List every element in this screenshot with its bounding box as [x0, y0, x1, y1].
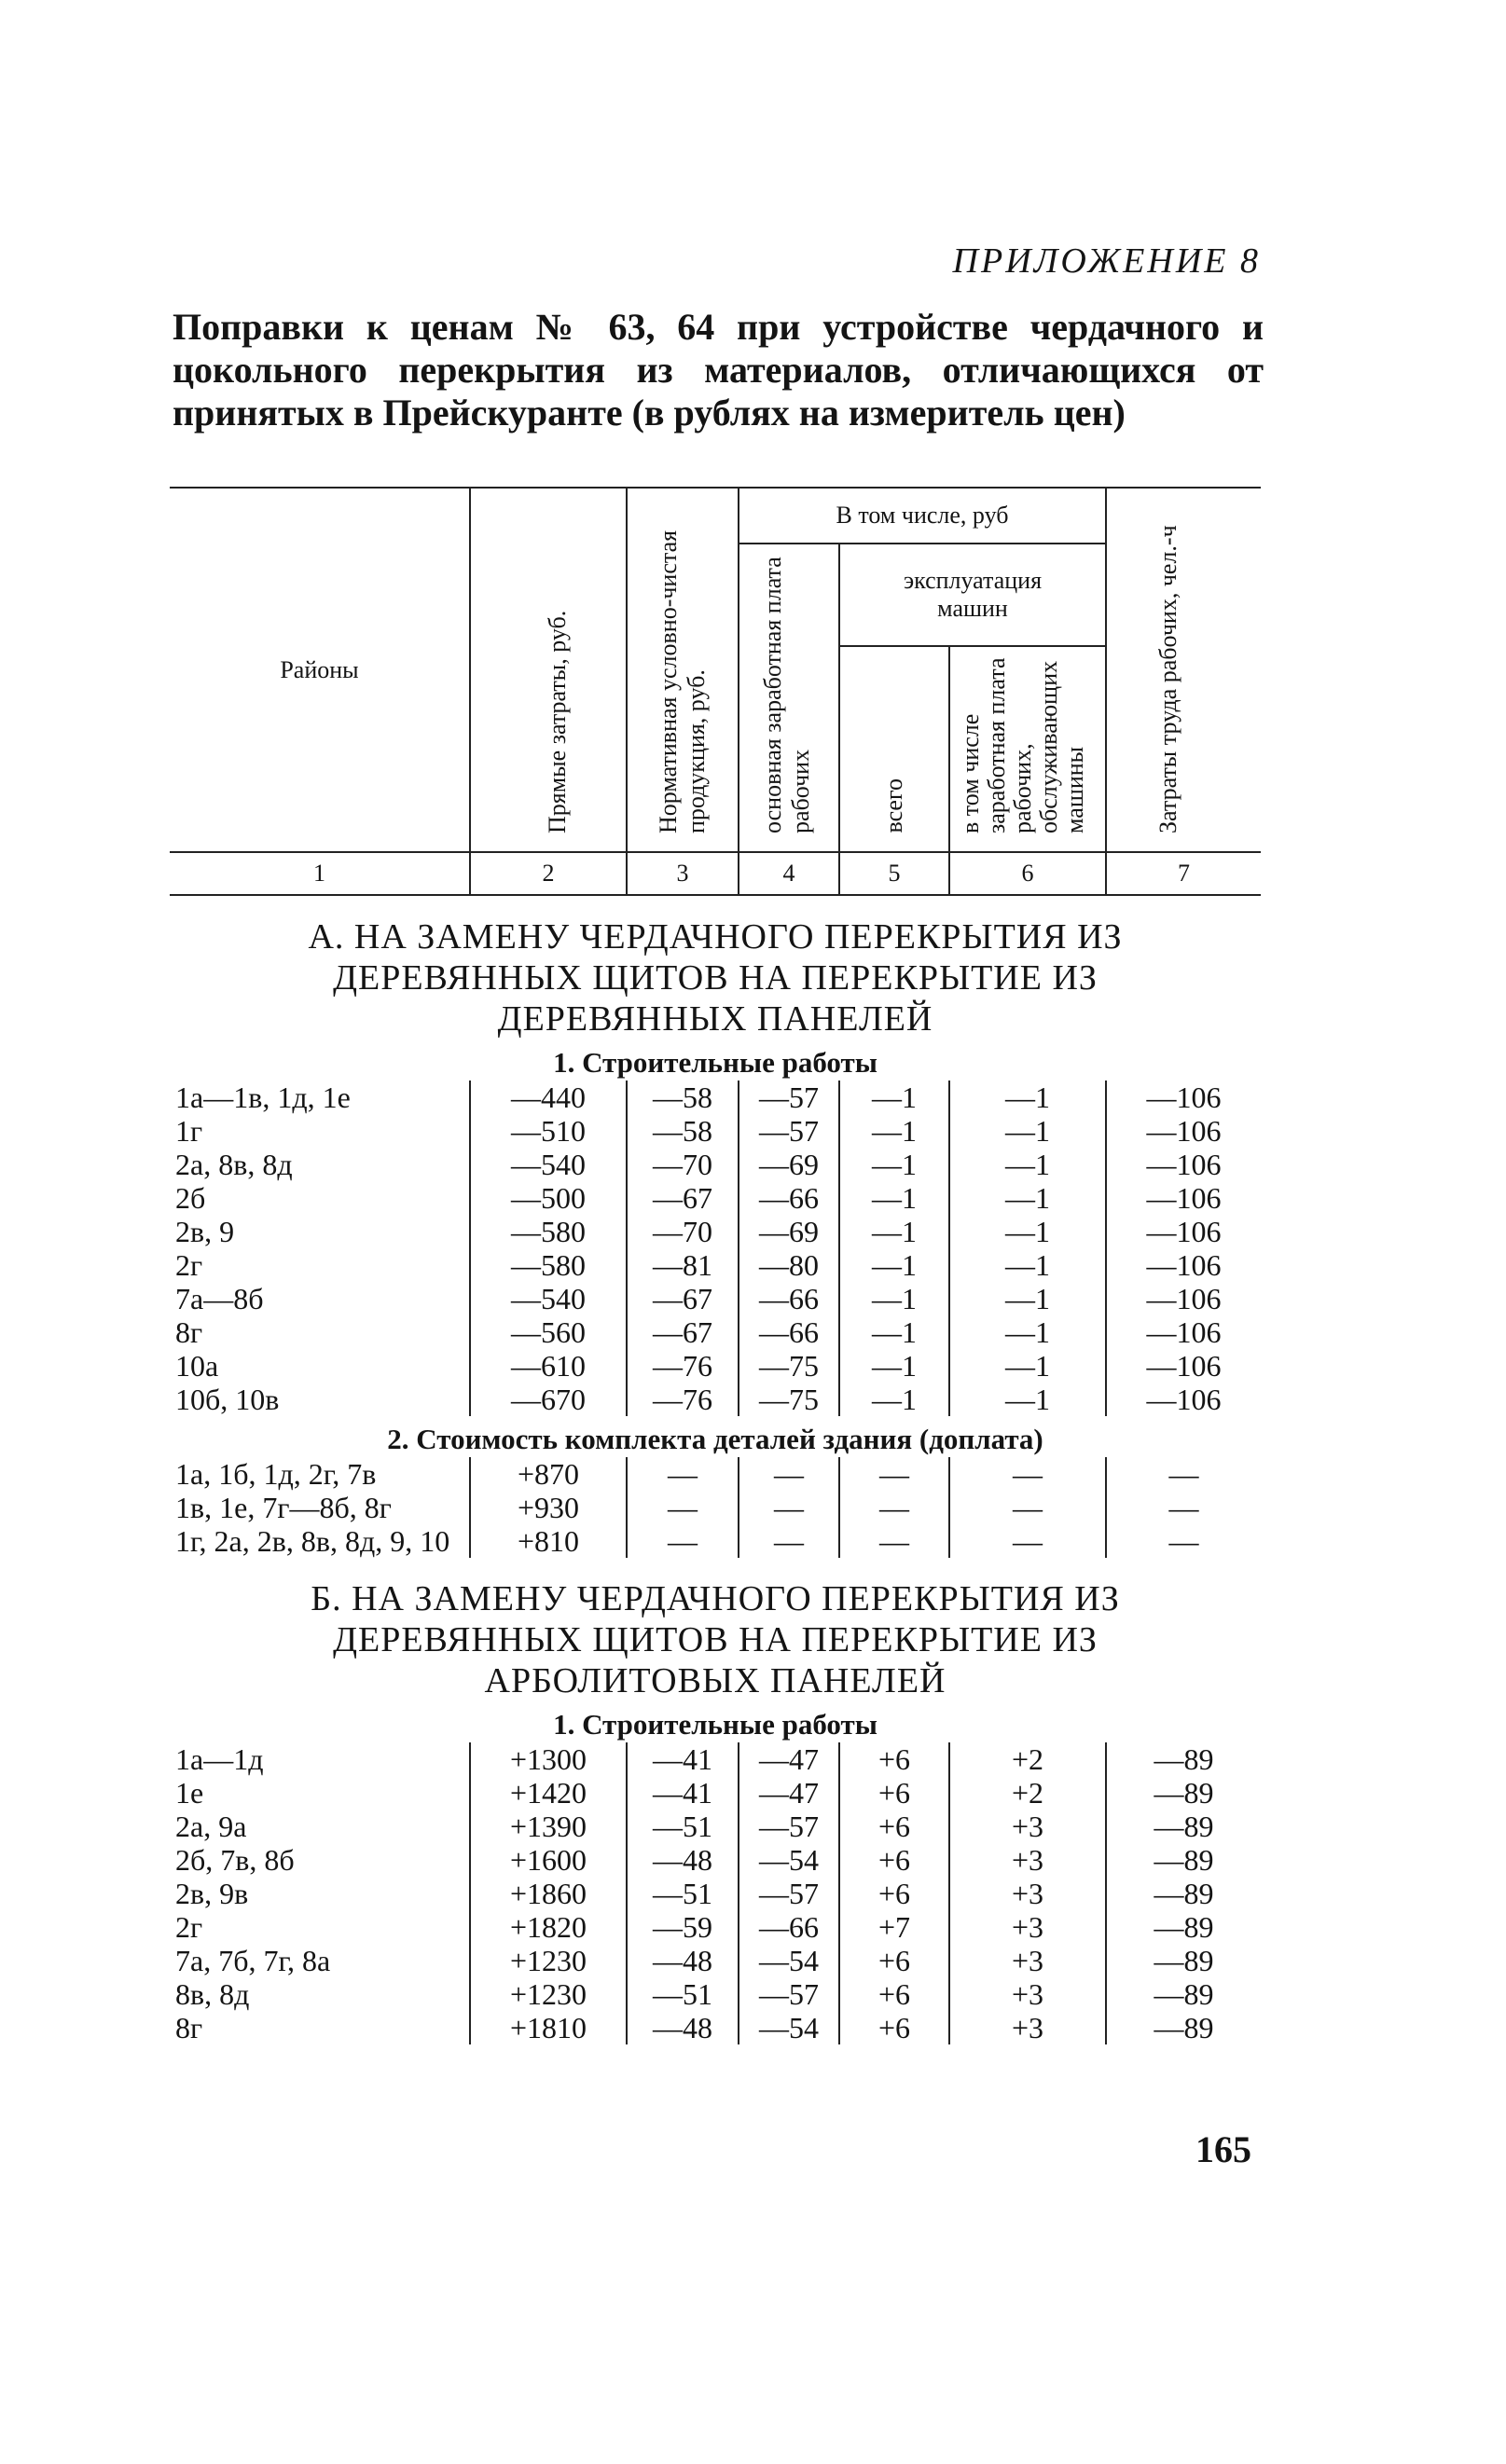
- value-cell: —59: [627, 1910, 739, 1944]
- value-cell: +870: [470, 1457, 627, 1491]
- value-cell: —89: [1106, 1810, 1261, 1843]
- value-cell: —1: [949, 1349, 1106, 1383]
- column-number: 7: [1106, 852, 1261, 895]
- value-cell: —: [739, 1457, 839, 1491]
- value-cell: —89: [1106, 1977, 1261, 2011]
- value-cell: —70: [627, 1215, 739, 1248]
- table-row: [170, 1910, 1261, 1944]
- region-cell: 2б: [175, 1181, 206, 1215]
- value-cell: +7: [839, 1910, 949, 1944]
- value-cell: —1: [949, 1215, 1106, 1248]
- region-cell: 8г: [175, 2011, 203, 2044]
- value-cell: —89: [1106, 1910, 1261, 1944]
- price-correction-table: [170, 487, 1261, 2044]
- value-cell: +6: [839, 1810, 949, 1843]
- region-cell: 10а: [175, 1349, 219, 1383]
- value-cell: +3: [949, 1910, 1106, 1944]
- value-cell: +6: [839, 1977, 949, 2011]
- column-number: 1: [170, 852, 470, 895]
- value-cell: +1860: [470, 1877, 627, 1910]
- value-cell: —1: [949, 1081, 1106, 1114]
- value-cell: +2: [949, 1776, 1106, 1810]
- value-cell: —54: [739, 1944, 839, 1977]
- value-cell: —106: [1106, 1282, 1261, 1315]
- value-cell: +1600: [470, 1843, 627, 1877]
- region-cell: 2а, 8в, 8д: [175, 1148, 293, 1181]
- column-number: 2: [470, 852, 627, 895]
- value-cell: —1: [839, 1081, 949, 1114]
- column-numbers-row: [170, 852, 1261, 895]
- value-cell: —66: [739, 1910, 839, 1944]
- value-cell: —1: [839, 1315, 949, 1349]
- value-cell: —510: [470, 1114, 627, 1148]
- value-cell: +6: [839, 1877, 949, 1910]
- value-cell: —: [627, 1491, 739, 1524]
- value-cell: —: [1106, 1491, 1261, 1524]
- value-cell: —: [949, 1457, 1106, 1491]
- value-cell: —610: [470, 1349, 627, 1383]
- value-cell: —89: [1106, 1843, 1261, 1877]
- region-cell: 1г, 2а, 2в, 8в, 8д, 9, 10: [175, 1524, 450, 1558]
- value-cell: +1420: [470, 1776, 627, 1810]
- table-row: [170, 1148, 1261, 1181]
- value-cell: —: [627, 1457, 739, 1491]
- value-cell: —: [739, 1491, 839, 1524]
- subsection-title-row: [170, 1416, 1261, 1457]
- value-cell: —: [839, 1491, 949, 1524]
- value-cell: —106: [1106, 1148, 1261, 1181]
- value-cell: —: [839, 1457, 949, 1491]
- value-cell: —80: [739, 1248, 839, 1282]
- value-cell: —89: [1106, 2011, 1261, 2044]
- value-cell: +6: [839, 1843, 949, 1877]
- value-cell: —67: [627, 1315, 739, 1349]
- header-machine-wages: [949, 646, 1106, 852]
- table-row: [170, 1843, 1261, 1877]
- header-net-product-text: Нормативная условно-чистая продукция, руб.: [655, 530, 710, 833]
- value-cell: +6: [839, 2011, 949, 2044]
- value-cell: —47: [739, 1776, 839, 1810]
- value-cell: —580: [470, 1215, 627, 1248]
- value-cell: +2: [949, 1742, 1106, 1776]
- value-cell: —1: [839, 1148, 949, 1181]
- header-wages-text: основная заработная плата рабочих: [759, 557, 814, 833]
- column-number: 4: [739, 852, 839, 895]
- value-cell: —: [949, 1524, 1106, 1558]
- value-cell: —: [739, 1524, 839, 1558]
- value-cell: —89: [1106, 1944, 1261, 1977]
- header-labor-text: Затраты труда рабочих, чел.-ч: [1154, 525, 1181, 833]
- value-cell: —560: [470, 1315, 627, 1349]
- value-cell: —106: [1106, 1215, 1261, 1248]
- table-row: [170, 1742, 1261, 1776]
- value-cell: +810: [470, 1524, 627, 1558]
- value-cell: —66: [739, 1181, 839, 1215]
- region-cell: 1а—1в, 1д, 1е: [175, 1081, 351, 1114]
- value-cell: —: [627, 1524, 739, 1558]
- header-group-incl: В том числе, руб: [739, 488, 1106, 544]
- table-row: [170, 1810, 1261, 1843]
- header-machines-total-text: всего: [880, 778, 907, 833]
- value-cell: —540: [470, 1282, 627, 1315]
- value-cell: —51: [627, 1877, 739, 1910]
- section-title: А. НА ЗАМЕНУ ЧЕРДАЧНОГО ПЕРЕКРЫТИЯ ИЗ ДЕРЕВЯННЫХ ЩИТОВ НА ПЕРЕКРЫТИЕ ИЗ ДЕРЕВЯННЫХ ПАНЕЛЕЙ: [308, 917, 1123, 1039]
- value-cell: —106: [1106, 1181, 1261, 1215]
- header-machines-total: [839, 646, 949, 852]
- table-row: [170, 1877, 1261, 1910]
- value-cell: +1810: [470, 2011, 627, 2044]
- subsection-title-row: [170, 1039, 1261, 1081]
- region-cell: 2в, 9: [175, 1215, 235, 1248]
- value-cell: —75: [739, 1383, 839, 1416]
- value-cell: —54: [739, 1843, 839, 1877]
- value-cell: —57: [739, 1877, 839, 1910]
- value-cell: +3: [949, 2011, 1106, 2044]
- header-net-product: [627, 488, 739, 852]
- value-cell: —106: [1106, 1383, 1261, 1416]
- value-cell: —47: [739, 1742, 839, 1776]
- header-wages: [739, 544, 839, 852]
- header-direct-costs: [470, 488, 627, 852]
- value-cell: —57: [739, 1810, 839, 1843]
- value-cell: —48: [627, 1843, 739, 1877]
- value-cell: +3: [949, 1810, 1106, 1843]
- subsection-title: 1. Строительные работы: [553, 1708, 877, 1741]
- table-row: [170, 1215, 1261, 1248]
- value-cell: —89: [1106, 1776, 1261, 1810]
- value-cell: —580: [470, 1248, 627, 1282]
- value-cell: —106: [1106, 1349, 1261, 1383]
- column-number: 5: [839, 852, 949, 895]
- value-cell: —670: [470, 1383, 627, 1416]
- subsection-title: 1. Строительные работы: [553, 1046, 877, 1079]
- region-cell: 2а, 9а: [175, 1810, 247, 1843]
- header-direct-costs-text: Прямые затраты, руб.: [544, 610, 571, 833]
- value-cell: —: [839, 1524, 949, 1558]
- header-machine-wages-text: в том числе заработная плата рабочих, обслуживающих машины: [957, 657, 1089, 833]
- value-cell: —1: [949, 1248, 1106, 1282]
- region-cell: 1в, 1е, 7г—8б, 8г: [175, 1491, 392, 1524]
- section-title-row: [170, 895, 1261, 1039]
- value-cell: —57: [739, 1977, 839, 2011]
- value-cell: —1: [949, 1383, 1106, 1416]
- value-cell: —89: [1106, 1877, 1261, 1910]
- table-row: [170, 1282, 1261, 1315]
- value-cell: —51: [627, 1810, 739, 1843]
- value-cell: —1: [839, 1349, 949, 1383]
- value-cell: —106: [1106, 1315, 1261, 1349]
- value-cell: —106: [1106, 1114, 1261, 1148]
- value-cell: —: [949, 1491, 1106, 1524]
- header-regions: Районы: [170, 488, 470, 852]
- value-cell: —106: [1106, 1081, 1261, 1114]
- value-cell: —81: [627, 1248, 739, 1282]
- value-cell: —41: [627, 1742, 739, 1776]
- value-cell: —76: [627, 1349, 739, 1383]
- table-row: [170, 1524, 1261, 1558]
- value-cell: —69: [739, 1215, 839, 1248]
- value-cell: —89: [1106, 1742, 1261, 1776]
- value-cell: —1: [949, 1315, 1106, 1349]
- value-cell: —440: [470, 1081, 627, 1114]
- value-cell: +3: [949, 1977, 1106, 2011]
- value-cell: —48: [627, 2011, 739, 2044]
- value-cell: +930: [470, 1491, 627, 1524]
- value-cell: —1: [839, 1215, 949, 1248]
- column-number: 6: [949, 852, 1106, 895]
- value-cell: —500: [470, 1181, 627, 1215]
- table-row: [170, 2011, 1261, 2044]
- value-cell: —51: [627, 1977, 739, 2011]
- value-cell: —1: [839, 1248, 949, 1282]
- value-cell: —1: [949, 1148, 1106, 1181]
- table-row: [170, 1776, 1261, 1810]
- table-row: [170, 1944, 1261, 1977]
- value-cell: —106: [1106, 1248, 1261, 1282]
- value-cell: —54: [739, 2011, 839, 2044]
- value-cell: +3: [949, 1877, 1106, 1910]
- value-cell: +3: [949, 1944, 1106, 1977]
- value-cell: —1: [949, 1282, 1106, 1315]
- column-number: 3: [627, 852, 739, 895]
- section-title-row: [170, 1558, 1261, 1701]
- value-cell: —57: [739, 1081, 839, 1114]
- region-cell: 7а, 7б, 7г, 8а: [175, 1944, 331, 1977]
- region-cell: 2в, 9в: [175, 1877, 249, 1910]
- subsection-title: 2. Стоимость комплекта деталей здания (доплата): [387, 1423, 1043, 1455]
- region-cell: 10б, 10в: [175, 1383, 280, 1416]
- region-cell: 2б, 7в, 8б: [175, 1843, 295, 1877]
- header-machines: эксплуатация машин: [839, 544, 1106, 646]
- value-cell: +6: [839, 1776, 949, 1810]
- value-cell: —: [1106, 1524, 1261, 1558]
- value-cell: +1230: [470, 1944, 627, 1977]
- table-row: [170, 1383, 1261, 1416]
- header-labor: [1106, 488, 1261, 852]
- table-row: [170, 1181, 1261, 1215]
- value-cell: +1820: [470, 1910, 627, 1944]
- value-cell: —57: [739, 1114, 839, 1148]
- table-row: [170, 1114, 1261, 1148]
- value-cell: —1: [839, 1383, 949, 1416]
- value-cell: —1: [949, 1181, 1106, 1215]
- page-number: 165: [1195, 2128, 1251, 2170]
- region-cell: 1е: [175, 1776, 204, 1810]
- value-cell: +6: [839, 1742, 949, 1776]
- value-cell: —66: [739, 1315, 839, 1349]
- value-cell: —1: [839, 1282, 949, 1315]
- value-cell: —58: [627, 1081, 739, 1114]
- section-title: Б. НА ЗАМЕНУ ЧЕРДАЧНОГО ПЕРЕКРЫТИЯ ИЗ ДЕРЕВЯННЫХ ЩИТОВ НА ПЕРЕКРЫТИЕ ИЗ АРБОЛИТОВЫХ ПАНЕЛЕЙ: [311, 1579, 1120, 1700]
- value-cell: —1: [839, 1181, 949, 1215]
- value-cell: +1390: [470, 1810, 627, 1843]
- region-cell: 7а—8б: [175, 1282, 264, 1315]
- value-cell: —1: [839, 1114, 949, 1148]
- value-cell: —66: [739, 1282, 839, 1315]
- value-cell: —48: [627, 1944, 739, 1977]
- table-row: [170, 1349, 1261, 1383]
- value-cell: —69: [739, 1148, 839, 1181]
- value-cell: —75: [739, 1349, 839, 1383]
- value-cell: —1: [949, 1114, 1106, 1148]
- value-cell: +1230: [470, 1977, 627, 2011]
- region-cell: 2г: [175, 1248, 203, 1282]
- value-cell: —67: [627, 1181, 739, 1215]
- value-cell: —76: [627, 1383, 739, 1416]
- value-cell: +1300: [470, 1742, 627, 1776]
- value-cell: +3: [949, 1843, 1106, 1877]
- region-cell: 1а—1д: [175, 1742, 264, 1776]
- region-cell: 1г: [175, 1114, 203, 1148]
- region-cell: 8в, 8д: [175, 1977, 250, 2011]
- appendix-label: ПРИЛОЖЕНИЕ 8: [952, 241, 1261, 281]
- document-title: Поправки к ценам № 63, 64 при устройстве чердачного и цокольного перекрытия из материалов, отличающихся от принятых в Прейскуранте (в рублях на измеритель цен): [173, 306, 1264, 434]
- table-row: [170, 1081, 1261, 1114]
- region-cell: 2г: [175, 1910, 203, 1944]
- value-cell: +6: [839, 1944, 949, 1977]
- table-row: [170, 1977, 1261, 2011]
- table-body: [170, 895, 1261, 2044]
- table-row: [170, 1248, 1261, 1282]
- value-cell: —41: [627, 1776, 739, 1810]
- subsection-title-row: [170, 1701, 1261, 1742]
- table-row: [170, 1491, 1261, 1524]
- table-row: [170, 1315, 1261, 1349]
- table-row: [170, 1457, 1261, 1491]
- value-cell: —70: [627, 1148, 739, 1181]
- value-cell: —58: [627, 1114, 739, 1148]
- value-cell: —540: [470, 1148, 627, 1181]
- value-cell: —67: [627, 1282, 739, 1315]
- region-cell: 1а, 1б, 1д, 2г, 7в: [175, 1457, 377, 1491]
- value-cell: —: [1106, 1457, 1261, 1491]
- region-cell: 8г: [175, 1315, 203, 1349]
